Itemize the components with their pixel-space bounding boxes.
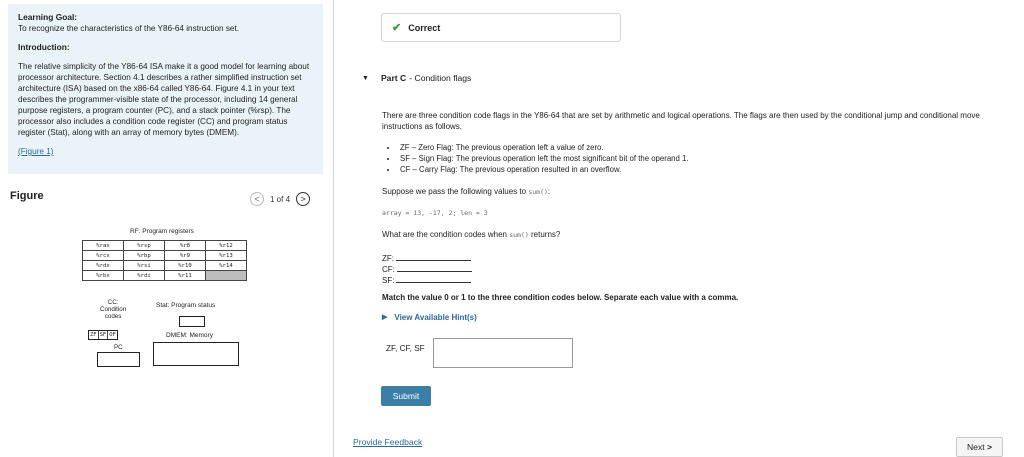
register-figure <box>80 228 280 378</box>
pc-box <box>97 352 140 367</box>
pc-label: PC <box>114 344 123 351</box>
prev-figure-button[interactable]: < <box>250 192 264 206</box>
intro-heading: Introduction: <box>18 42 70 52</box>
bullet-item: • ZF – Zero Flag: The previous operation left a value of zero. <box>398 142 689 153</box>
submit-button[interactable]: Submit <box>381 386 431 406</box>
view-hints-link[interactable]: ▶ View Available Hint(s) <box>382 313 477 322</box>
suppose-line: Suppose we pass the following values to sum(): <box>382 187 551 196</box>
bullet-item: • CF – Carry Flag: The previous operation resulted in an overflow. <box>398 164 689 175</box>
part-title: - Condition flags <box>409 73 472 83</box>
figure-link[interactable]: (Figure 1) <box>18 147 54 156</box>
next-button[interactable]: Next > <box>956 437 1003 457</box>
cc-flag-sf: SF <box>99 332 107 338</box>
register-cell: %r11 <box>165 271 206 281</box>
next-figure-button[interactable]: > <box>296 192 310 206</box>
register-cell <box>206 271 247 281</box>
register-cell: %rsi <box>124 261 165 271</box>
register-cell: %rdi <box>124 271 165 281</box>
cc-label: CC: Condition codes <box>100 299 127 320</box>
question-intro: There are three condition code flags in the Y86-64 that are set by arithmetic and logical operations. The flags are then used by the conditional jump and conditional move instructions as follows. <box>382 111 980 131</box>
register-cell: %rax <box>83 241 124 251</box>
correct-label: Correct <box>408 22 441 33</box>
panel-divider <box>333 0 334 457</box>
register-table <box>82 240 247 281</box>
register-row <box>83 241 247 251</box>
flag-bullets <box>382 142 689 175</box>
register-cell: %r10 <box>165 261 206 271</box>
goal-text: To recognize the characteristics of the Y86-64 instruction set. <box>18 24 240 33</box>
register-cell: %r12 <box>206 241 247 251</box>
provide-feedback-link[interactable]: Provide Feedback <box>353 437 423 447</box>
bullet-item: • SF – Sign Flag: The previous operation left the most significant bit of the operand 1. <box>398 153 689 164</box>
register-cell: %rcx <box>83 251 124 261</box>
ask-line: What are the condition codes when sum() returns? <box>382 230 561 239</box>
stat-box <box>179 316 205 327</box>
cf-blank <box>397 263 472 272</box>
intro-text: The relative simplicity of the Y86-64 ISA make it a good model for learning about processor architecture. Section 4.1 describes a rather simplified instruction set architecture (ISA) based on the x86-64 called Y86-64. Figure 4.1 in your text describes the programmer-visible state of the processor, including 14 general purpose registers, a program counter (PC), and a stack pointer (%rsp). The processor also includes a condition code register (CC) and program status register (Stat), along with an array of memory bytes (DMEM). <box>18 62 310 137</box>
collapse-triangle-icon[interactable]: ▼ <box>362 74 369 82</box>
chevron-right-icon: > <box>987 442 993 452</box>
dmem-label: DMEM: Memory <box>166 332 213 339</box>
cf-line: CF: <box>382 263 472 275</box>
answer-label: ZF, CF, SF <box>386 344 425 353</box>
goal-heading: Learning Goal: <box>18 12 78 22</box>
check-icon: ✔ <box>392 22 402 34</box>
register-row <box>83 251 247 261</box>
register-cell: %r8 <box>165 241 206 251</box>
register-cell: %rbp <box>124 251 165 261</box>
zf-line: ZF: <box>382 252 471 264</box>
expand-triangle-icon: ▶ <box>382 314 388 321</box>
pager-text: 1 of 4 <box>270 194 291 204</box>
cc-flag-of: OF <box>109 332 116 338</box>
left-panel <box>0 0 333 457</box>
match-instruction: Match the value 0 or 1 to the three condition codes below. Separate each value with a comma. <box>382 293 739 302</box>
part-letter: Part C <box>380 73 407 83</box>
register-cell: %r14 <box>206 261 247 271</box>
zf-blank <box>396 252 471 261</box>
figure-title: Figure <box>10 190 44 202</box>
register-cell: %rdx <box>83 261 124 271</box>
cc-flag-zf: ZF <box>90 332 97 338</box>
intro-panel <box>8 4 323 174</box>
correct-feedback <box>381 13 621 42</box>
figure-pager <box>250 192 310 206</box>
sf-blank <box>396 274 471 283</box>
sf-line: SF: <box>382 274 471 286</box>
array-code: array = 13, -17, 2; len = 3 <box>382 209 488 217</box>
cc-box <box>88 330 118 340</box>
dmem-box <box>153 342 239 366</box>
stat-label: Stat: Program status <box>156 302 216 309</box>
part-header[interactable] <box>362 73 471 83</box>
register-cell: %r9 <box>165 251 206 261</box>
register-row <box>83 261 247 271</box>
answer-input[interactable] <box>433 338 573 368</box>
rf-label: RF: Program registers <box>130 228 194 235</box>
register-cell: %rsp <box>124 241 165 251</box>
register-row <box>83 271 247 281</box>
register-cell: %rbx <box>83 271 124 281</box>
register-cell: %r13 <box>206 251 247 261</box>
